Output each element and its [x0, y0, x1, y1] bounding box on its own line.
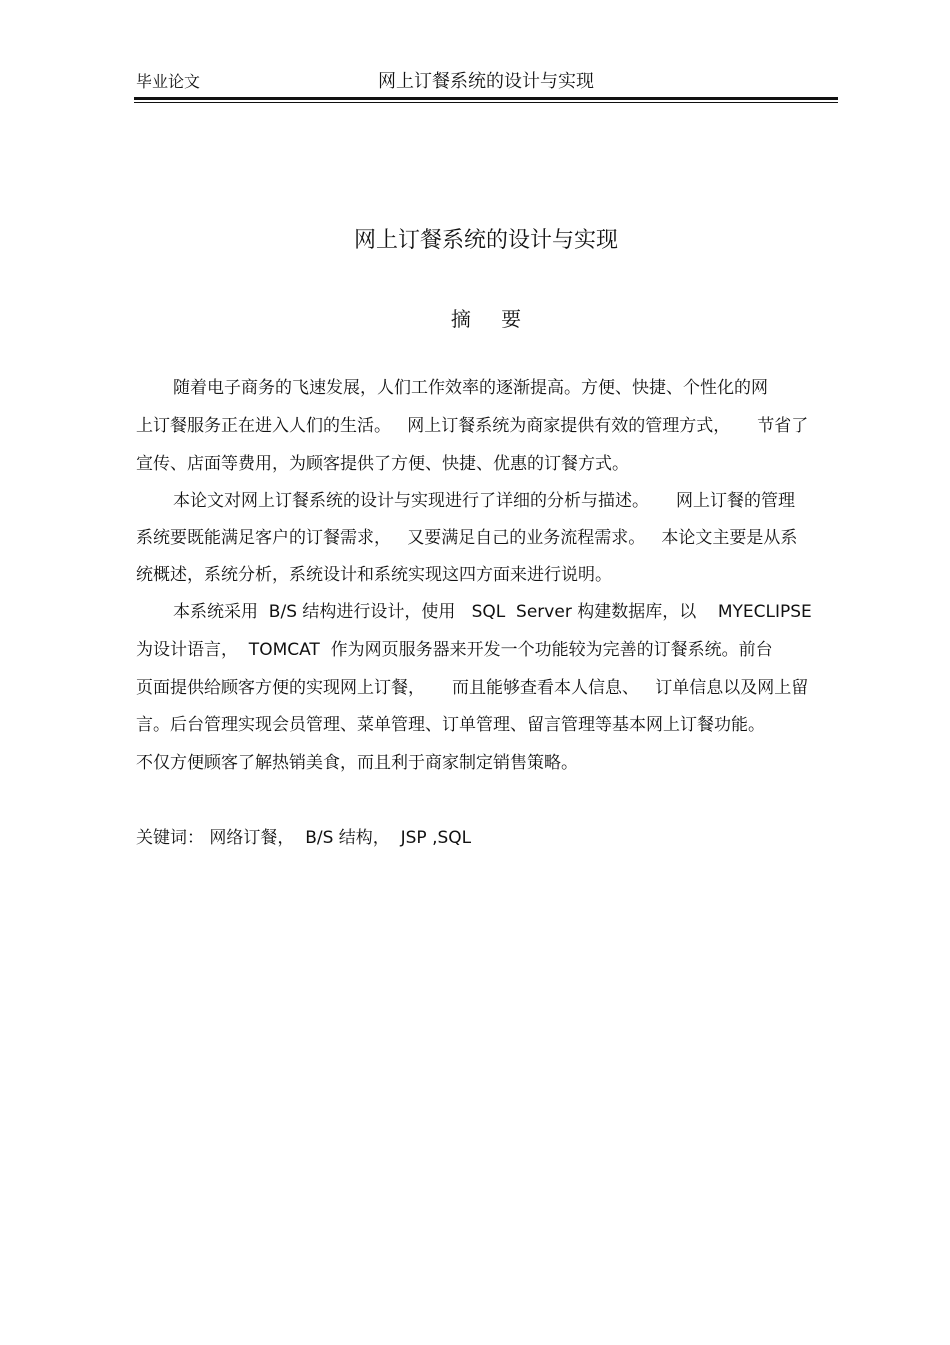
abstract-line: 宣传、店面等费用，为顾客提供了方便、快捷、优惠的订餐方式。	[136, 454, 629, 474]
abstract-line: 统概述，系统分析，系统设计和系统实现这四方面来进行说明。	[136, 565, 612, 585]
abstract-line: 系统要既能满足客户的订餐需求， 又要满足自己的业务流程需求。 本论文主要是从系	[136, 528, 798, 548]
abstract-heading: 摘 要	[450, 307, 534, 331]
keywords-line: 关键词： 网络订餐， B/S 结构， JSP ,SQL	[136, 828, 472, 848]
abstract-line: 本论文对网上订餐系统的设计与实现进行了详细的分析与描述。 网上订餐的管理	[173, 491, 796, 511]
abstract-line: 言。后台管理实现会员管理、菜单管理、订单管理、留言管理等基本网上订餐功能。	[136, 715, 765, 735]
header-running-title: 网上订餐系统的设计与实现	[378, 71, 594, 92]
abstract-line: 为设计语言， TOMCAT 作为网页服务器来开发一个功能较为完善的订餐系统。前台	[136, 640, 773, 660]
abstract-line: 不仅方便顾客了解热销美食，而且利于商家制定销售策略。	[136, 753, 578, 773]
header-thesis-label: 毕业论文	[136, 72, 201, 91]
abstract-line: 页面提供给顾客方便的实现网上订餐， 而且能够查看本人信息、 订单信息以及网上留	[136, 678, 809, 698]
abstract-line: 本系统采用 B/S 结构进行设计，使用 SQL Server 构建数据库，以 MYECLIPSE	[173, 602, 812, 622]
abstract-line: 上订餐服务正在进入人们的生活。 网上订餐系统为商家提供有效的管理方式， 节省了	[136, 416, 809, 436]
document-title: 网上订餐系统的设计与实现	[353, 228, 618, 253]
header-rule-thin	[134, 102, 838, 103]
abstract-line: 随着电子商务的飞速发展，人们工作效率的逐渐提高。方便、快捷、个性化的网	[173, 378, 768, 398]
header-rule-thick	[134, 97, 838, 100]
